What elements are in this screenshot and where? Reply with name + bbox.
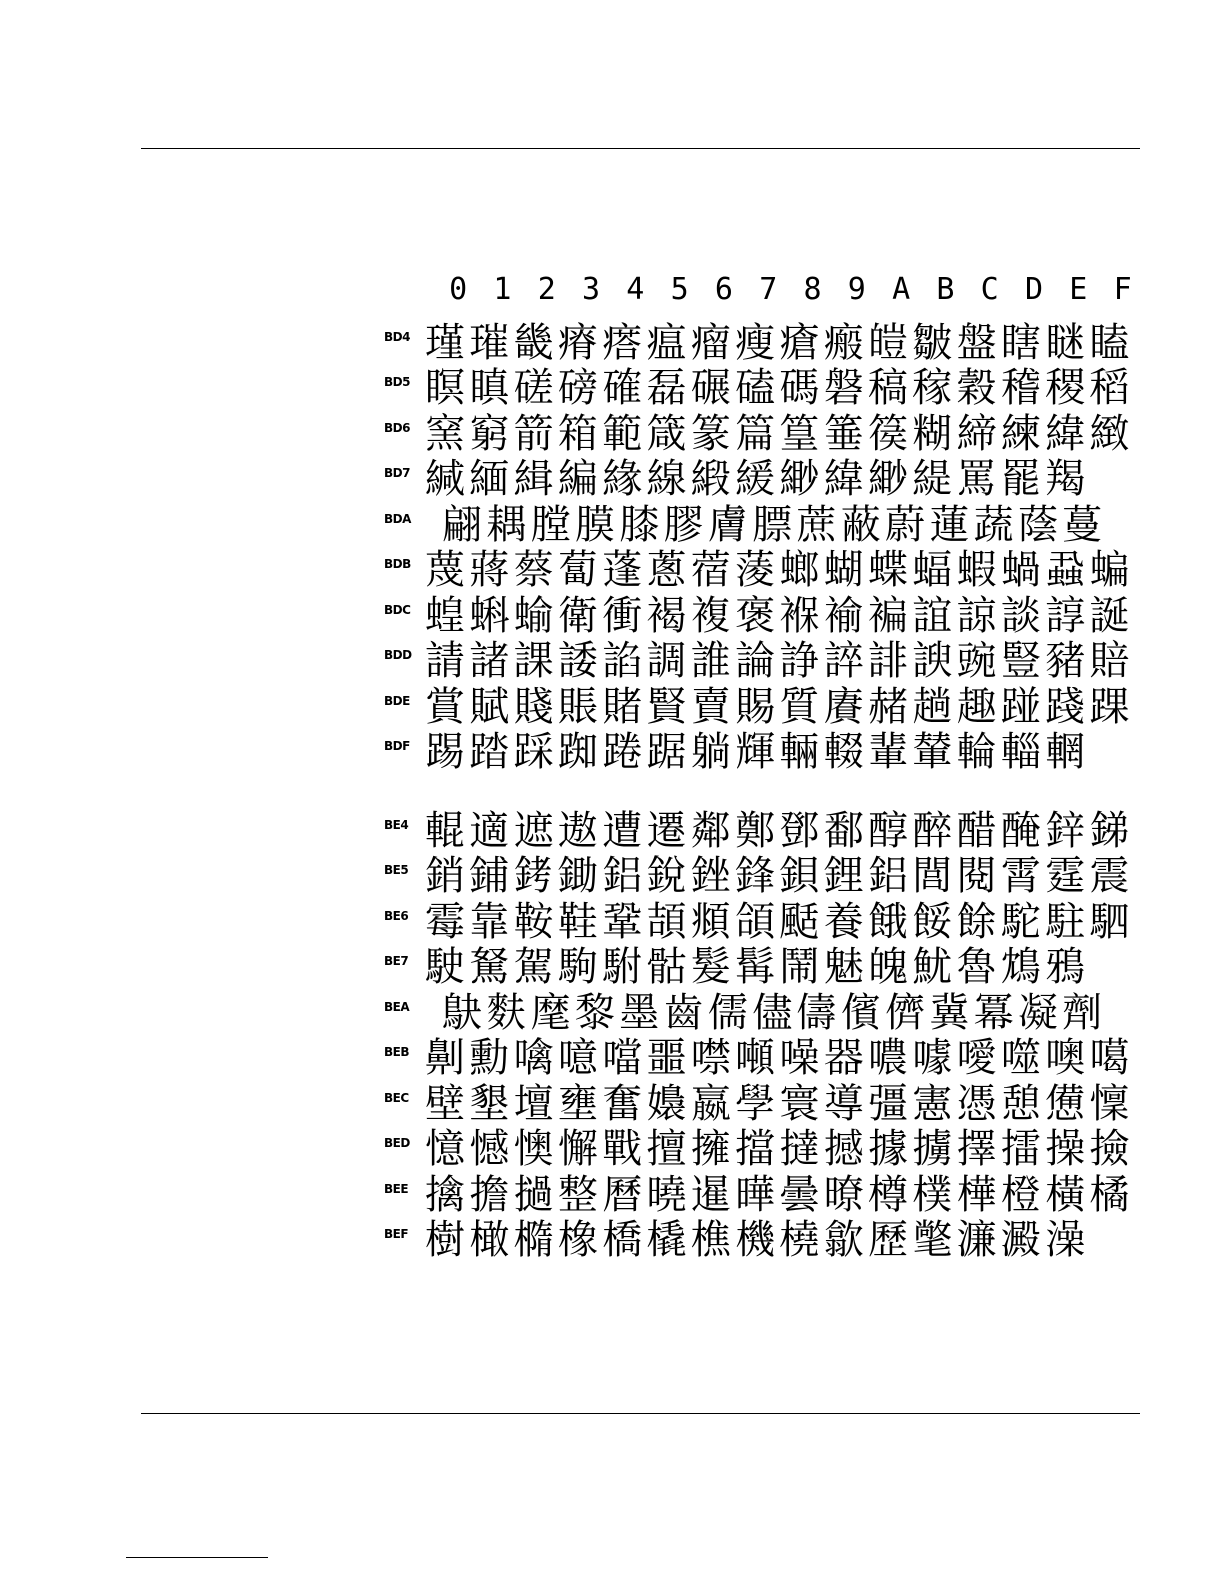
- row-code-label: BD7: [384, 466, 410, 481]
- row-characters: 鴃麩麾黎墨齒儒儘儔儐儕冀冪凝劑: [425, 989, 1107, 1036]
- column-header-digit: 2: [537, 272, 556, 307]
- row-code-label: BEB: [384, 1045, 409, 1060]
- row-code-label: BE7: [384, 954, 409, 969]
- row-characters: 踢踏踩踟踡踞躺輝輛輟輩輦輪輜輞: [425, 729, 1090, 776]
- code-row: [384, 320, 1134, 366]
- row-code-label: BEC: [384, 1090, 409, 1105]
- column-header-digit: A: [892, 272, 911, 307]
- code-row: [384, 502, 1134, 548]
- row-characters: 請諸課諉諂調誰論諍誶誹諛豌豎豬賠: [425, 638, 1134, 685]
- row-code-label: BEF: [384, 1227, 409, 1242]
- bottom-rule: [141, 1413, 1140, 1414]
- row-characters: 駛駑駕駒駙骷髮髯鬧魅魄魷魯鴆鴉: [425, 944, 1090, 991]
- row-code-label: BD6: [384, 420, 410, 435]
- row-characters: 窯窮箭箱範箴篆篇篁箠篌糊締練緯緻: [425, 410, 1134, 457]
- row-characters: 蔑蔣蔡蔔蓬蔥蓿蔆螂蝴蝶蝠蝦蝸蝨蝙: [425, 547, 1134, 594]
- column-header-digit: 6: [714, 272, 733, 307]
- row-code-label: BDA: [384, 511, 411, 526]
- top-rule: [141, 148, 1140, 149]
- column-header-digit: D: [1024, 272, 1044, 307]
- row-code-label: BEE: [384, 1181, 409, 1196]
- column-header-digit: 4: [626, 272, 645, 307]
- column-header-digit: F: [1113, 272, 1132, 307]
- row-code-label: BE5: [384, 863, 409, 878]
- column-header-digit: 5: [670, 272, 689, 307]
- row-characters: 瞑瞋磋磅確磊碾磕碼磐稿稼穀稽稷稻: [425, 365, 1134, 412]
- row-characters: 緘緬緝編緣線緞緩緲緯緲緹罵罷羯: [425, 456, 1090, 503]
- code-row: [384, 1081, 1134, 1127]
- row-characters: 樹橄橢橡橋橇樵機橈歙歷氅濂澱澡: [425, 1217, 1090, 1264]
- code-row: [384, 1172, 1134, 1218]
- character-table-block-1: [384, 320, 1134, 775]
- code-row: [384, 411, 1134, 457]
- row-characters: 擒擔撾整曆曉暹曄曇暸樽樸樺橙橫橘: [425, 1171, 1134, 1218]
- code-row: [384, 854, 1134, 900]
- row-code-label: BD5: [384, 375, 410, 390]
- row-characters: 霉靠鞍鞋鞏頡頫頜颳養餓餒餘駝駐駟: [425, 898, 1134, 945]
- column-header-digit: 7: [759, 272, 778, 307]
- code-row: [384, 1036, 1134, 1082]
- column-header-digit: 1: [493, 272, 512, 307]
- row-code-label: BED: [384, 1136, 410, 1151]
- code-row: [384, 366, 1134, 412]
- row-characters: 壁墾壇壅奮嬝嬴學寰導彊憲憑憩憊懍: [425, 1080, 1134, 1127]
- code-row: [384, 1218, 1134, 1264]
- row-code-label: BDB: [384, 557, 411, 572]
- row-characters: 銷鋪銬鋤鋁銳銼鋒鋇鋰鋁閭閱霄霆震: [425, 853, 1134, 900]
- row-characters: 賞賦賤賬賭賢賣賜質賡赭趟趣踫踐踝: [425, 683, 1134, 730]
- code-row: [384, 990, 1134, 1036]
- footnote-rule: [126, 1557, 268, 1558]
- row-code-label: BE4: [384, 817, 409, 832]
- column-header-digit: C: [980, 272, 999, 307]
- row-code-label: BDC: [384, 602, 411, 617]
- column-header-digit: 9: [847, 272, 866, 307]
- code-row: [384, 457, 1134, 503]
- code-row: [384, 808, 1134, 854]
- row-code-label: BDE: [384, 693, 410, 708]
- row-code-label: BEA: [384, 999, 410, 1014]
- code-row: [384, 1127, 1134, 1173]
- row-characters: 瑾璀畿瘠瘩瘟瘤瘦瘡瘢皚皺盤瞎瞇瞌: [425, 319, 1134, 366]
- code-row: [384, 548, 1134, 594]
- column-header-digit: 0: [449, 272, 468, 307]
- code-row: [384, 945, 1134, 991]
- column-header-digit: 8: [803, 272, 822, 307]
- character-table-block-2: [384, 808, 1134, 1263]
- row-characters: 憶憾懊懈戰擅擁擋撻撼據擄擇擂操撿: [425, 1126, 1134, 1173]
- code-row: [384, 899, 1134, 945]
- code-row: [384, 730, 1134, 776]
- row-characters: 翩耦膛膜膝膠膚膘蔗蔽蔚蓮蔬蔭蔓: [425, 501, 1107, 548]
- code-row: [384, 684, 1134, 730]
- column-header-digit: B: [936, 272, 955, 307]
- row-characters: 輥適遮遨遭遷鄰鄭鄧鄱醇醉醋醃鋅銻: [425, 807, 1134, 854]
- code-row: [384, 639, 1134, 685]
- row-characters: 劓勳噙噫噹噩噤噸噪器噥噱噯噬噢噶: [425, 1035, 1134, 1082]
- code-row: [384, 593, 1134, 639]
- row-code-label: BE6: [384, 908, 409, 923]
- column-header-digit: 3: [582, 272, 601, 307]
- row-code-label: BDF: [384, 739, 410, 754]
- row-code-label: BDD: [384, 648, 412, 663]
- row-characters: 蝗蝌蝓衛衝褐複褒褓褕褊誼諒談諄誕: [425, 592, 1134, 639]
- row-code-label: BD4: [384, 329, 410, 344]
- column-header-digit: E: [1069, 272, 1088, 307]
- column-header-row: [436, 270, 1145, 310]
